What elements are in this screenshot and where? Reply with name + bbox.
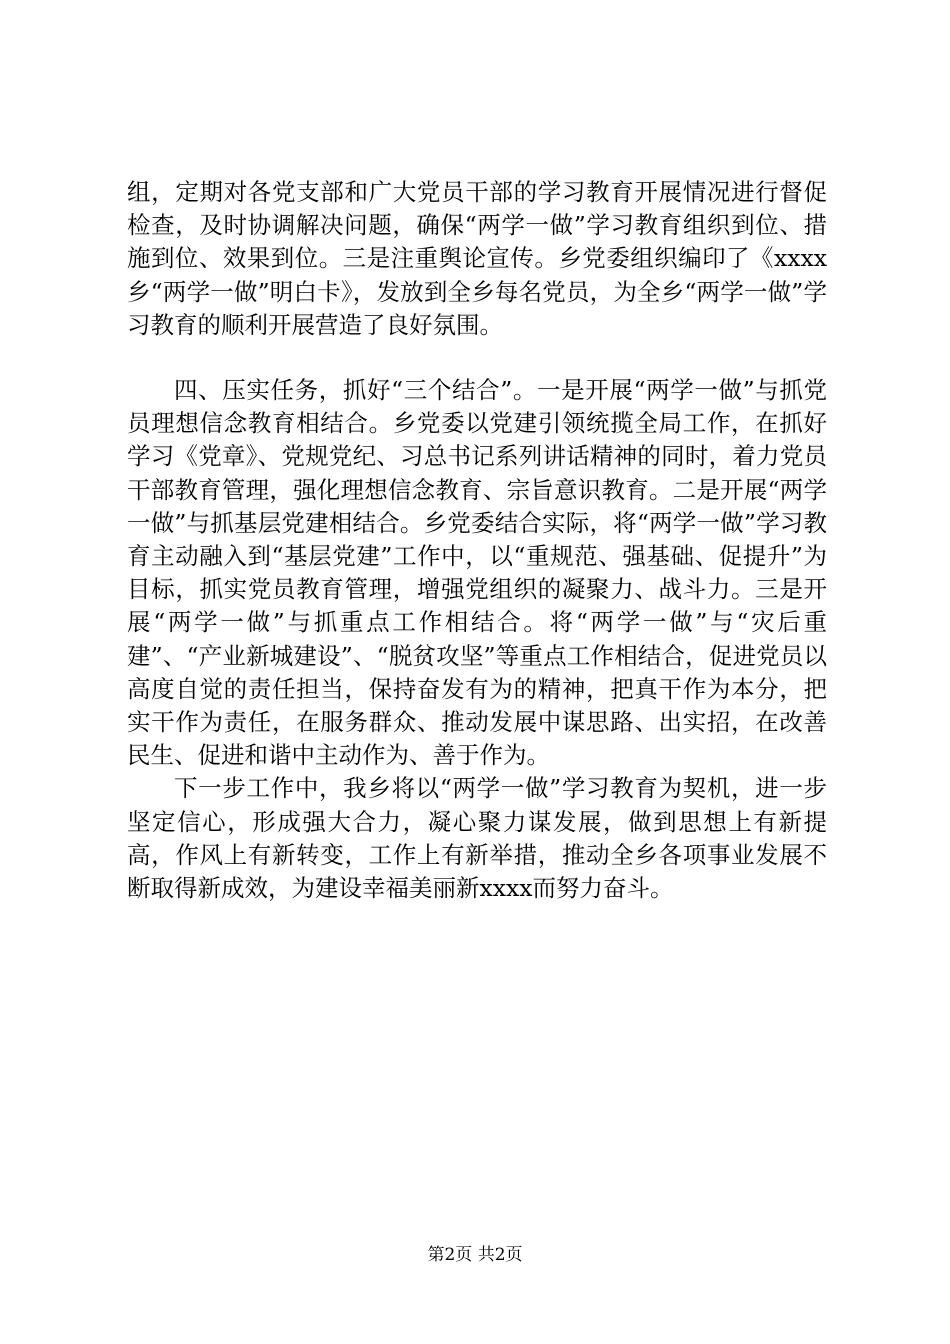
paragraph-continued: 组，定期对各党支部和广大党员干部的学习教育开展情况进行督促检查，及时协调解决问题，确保“两学一做”学习教育组织到位、措施到位、效果到位。三是注重舆论宣传。乡党委组织编印了《xxxx乡“两学一做”明白卡》，发放到全乡每名党员，为全乡“两学一做”学习教育的顺利开展营造了良好氛围。	[127, 178, 827, 339]
page-number-footer: 第2页 共2页	[427, 1245, 523, 1265]
paragraph-spacer	[127, 342, 827, 374]
paragraph-next-steps: 下一步工作中，我乡将以“两学一做”学习教育为契机，进一步坚定信心，形成强大合力，凝心聚力谋发展，做到思想上有新提高，作风上有新转变，工作上有新举措，推动全乡各项事业发展不断取得新成效，为建设幸福美丽新xxxx而努力奋斗。	[127, 774, 827, 903]
document-body	[127, 176, 827, 905]
paragraph-section-four: 四、压实任务，抓好“三个结合”。一是开展“两学一做”与抓党员理想信念教育相结合。乡党委以党建引领统揽全局工作，在抓好学习《党章》、党规党纪、习总书记系列讲话精神的同时，着力党员干部教育管理，强化理想信念教育、宗旨意识教育。二是开展“两学一做”与抓基层党建相结合。乡党委结合实际，将“两学一做”学习教育主动融入到“基层党建”工作中，以“重规范、强基础、促提升”为目标，抓实党员教育管理，增强党组织的凝聚力、战斗力。三是开展“两学一做”与抓重点工作相结合。将“两学一做”与“灾后重建”、“产业新城建设”、“脱贫攻坚”等重点工作相结合，促进党员以高度自觉的责任担当，保持奋发有为的精神，把真干作为本分，把实干作为责任，在服务群众、推动发展中谋思路、出实招，在改善民生、促进和谐中主动作为、善于作为。	[127, 376, 827, 770]
